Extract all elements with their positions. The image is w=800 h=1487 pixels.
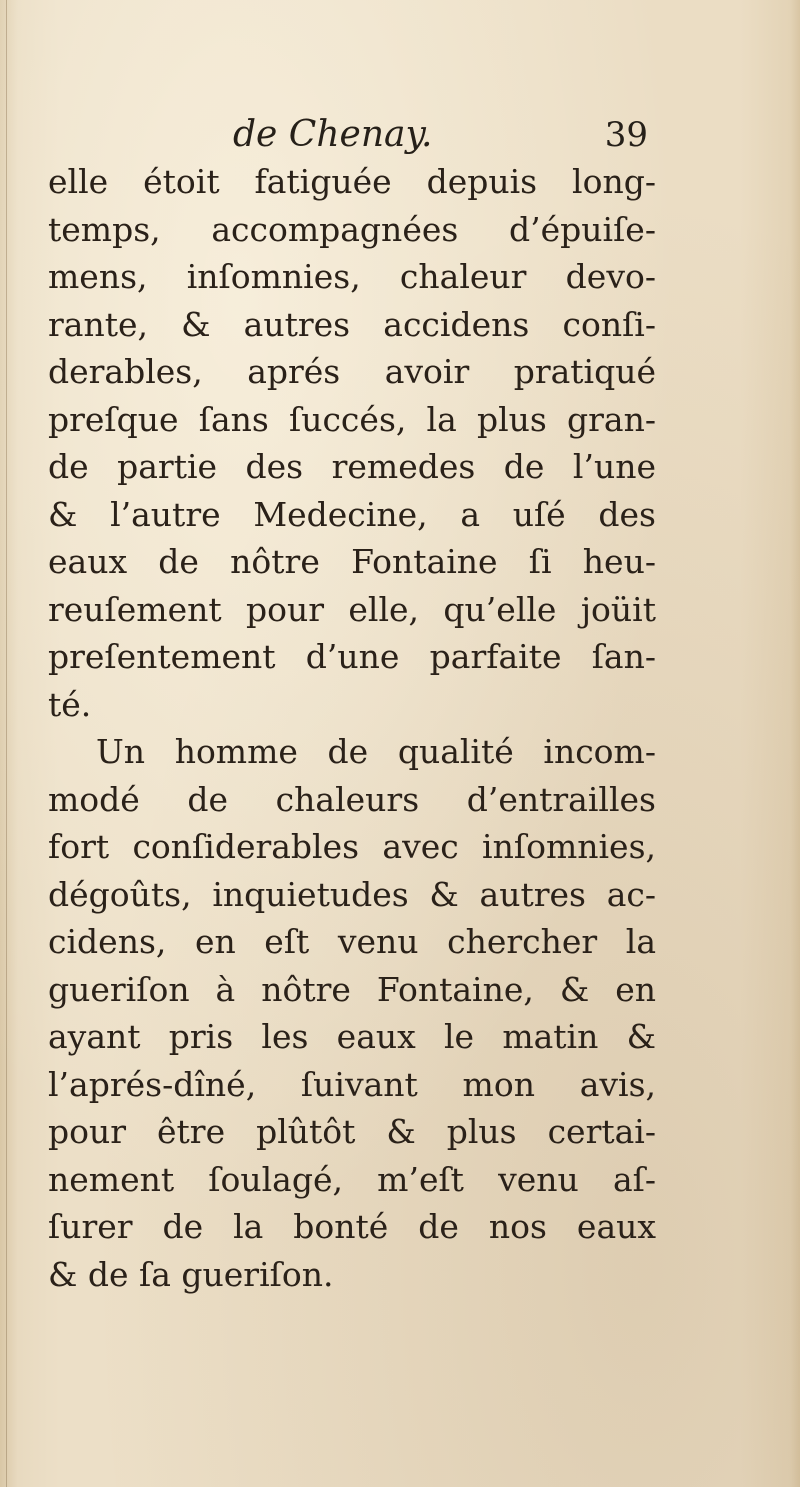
text-line: elle étoit fatiguée depuis long- — [48, 162, 656, 201]
text-line: temps, accompagnées d’épuiſe- — [48, 209, 656, 249]
text-line: fort conſiderables avec inſomnies, — [48, 827, 656, 866]
text-line: eaux de nôtre Fontaine ſi heu- — [48, 542, 656, 581]
page-header — [48, 112, 656, 158]
text-line: modé de chaleurs d’entrailles — [48, 779, 656, 819]
body-text — [48, 158, 656, 1298]
page-edge — [6, 0, 7, 1487]
paragraph-2 — [48, 728, 656, 1298]
paragraph-1 — [48, 158, 656, 728]
text-line: dégoûts, inquietudes & autres ac- — [48, 874, 656, 914]
text-line: ayant pris les eaux le matin & — [48, 1017, 656, 1056]
page-number: 39 — [604, 115, 648, 155]
running-head: de Chenay. — [233, 114, 433, 155]
text-line: preſque ſans ſuccés, la plus gran- — [48, 399, 656, 439]
text-line: reuſement pour elle, qu’elle joüit — [48, 589, 656, 629]
text-line: derables, aprés avoir pratiqué — [48, 352, 656, 391]
text-line: gueriſon à nôtre Fontaine, & en — [48, 969, 656, 1009]
text-line: rante, & autres accidens conſi- — [48, 304, 656, 344]
text-line: & l’autre Medecine, a uſé des — [48, 494, 656, 534]
text-line: l’aprés-dîné, ſuivant mon avis, — [48, 1064, 656, 1104]
text-line: Un homme de qualité incom- — [96, 732, 656, 771]
text-line: mens, inſomnies, chaleur devo- — [48, 257, 656, 296]
text-line: de partie des remedes de l’une — [48, 447, 656, 486]
text-line: preſentement d’une parfaite ſan- — [48, 637, 656, 676]
text-line: & de ſa gueriſon. — [48, 1254, 334, 1294]
text-line: cidens, en eſt venu chercher la — [48, 922, 656, 961]
text-line: nement ſoulagé, m’eſt venu aſ- — [48, 1159, 656, 1199]
text-line: té. — [48, 684, 92, 724]
text-line: ſurer de la bonté de nos eaux — [48, 1207, 656, 1246]
text-line: pour être plûtôt & plus certai- — [48, 1112, 656, 1151]
